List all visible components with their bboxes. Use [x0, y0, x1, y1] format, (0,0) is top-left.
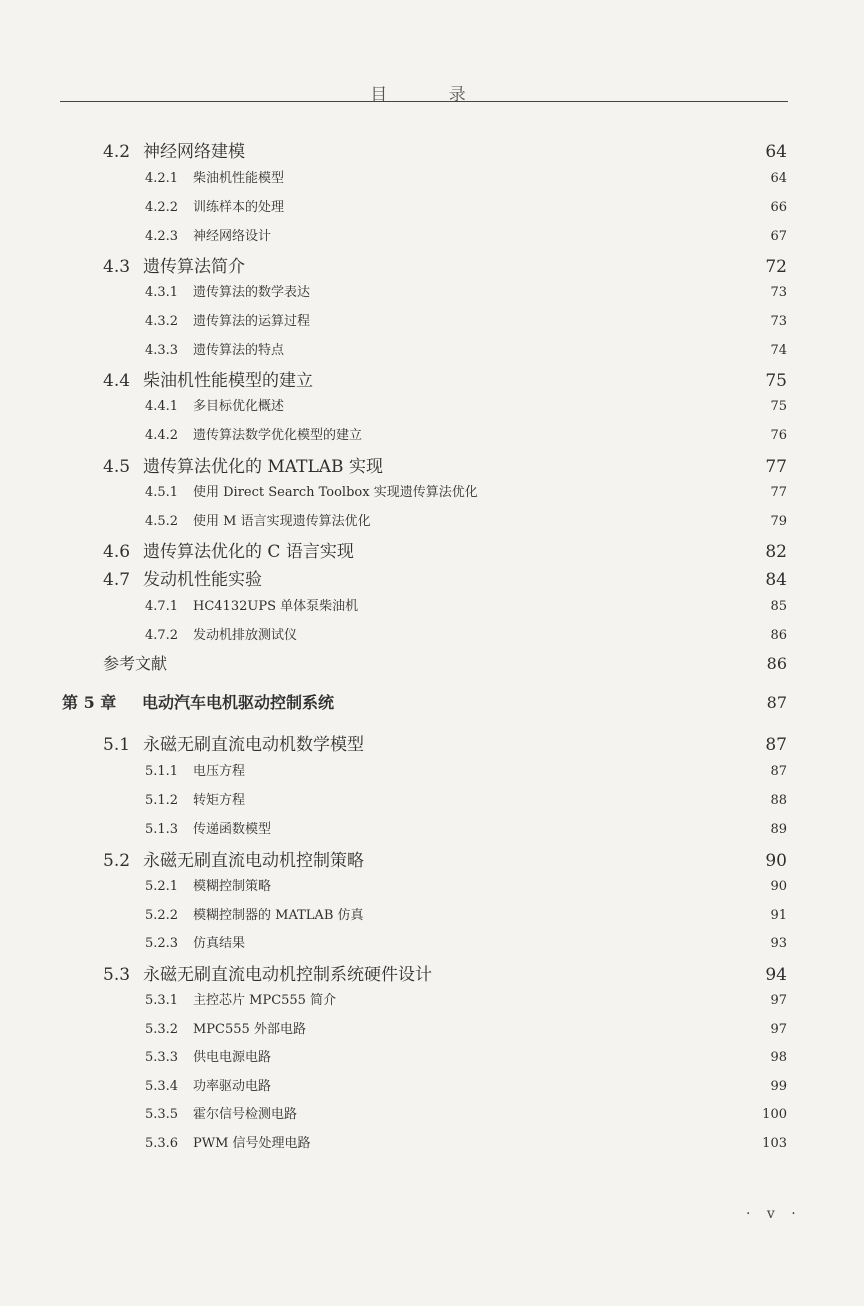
toc-entry-number: 5.3.3: [145, 1050, 179, 1065]
toc-entry-page: 82: [765, 542, 787, 562]
toc-entry-number: 5.2.2: [145, 908, 179, 923]
toc-entry-number: 4.6: [103, 542, 131, 562]
toc-entry-title: 主控芯片 MPC555 简介: [193, 993, 337, 1008]
page-header-title: 目 录: [370, 85, 494, 105]
toc-entry-title: 电动汽车电机驱动控制系统: [142, 693, 335, 712]
toc-entry-number: 5.3.6: [145, 1136, 179, 1151]
toc-entry-title: 转矩方程: [193, 793, 246, 808]
toc-entry-title: 模糊控制器的 MATLAB 仿真: [193, 908, 364, 923]
toc-entry[interactable]: [103, 366, 787, 390]
toc-entry-page: 85: [770, 599, 787, 614]
toc-entry[interactable]: [103, 537, 787, 561]
toc-entry[interactable]: [145, 624, 787, 644]
toc-entry-page: 91: [770, 908, 787, 923]
toc-entry-page: 66: [770, 200, 787, 215]
toc-entry[interactable]: [145, 989, 787, 1009]
toc-entry-title: 霍尔信号检测电路: [193, 1107, 298, 1122]
toc-entry-title: 供电电源电路: [193, 1050, 272, 1065]
toc-entry-page: 64: [765, 142, 787, 162]
toc-entry[interactable]: [62, 690, 787, 714]
toc-entry-title: 参考文献: [103, 654, 168, 673]
toc-entry-title: 遗传算法的特点: [193, 343, 285, 358]
toc-entry-number: 4.2.2: [145, 200, 179, 215]
toc-entry-page: 77: [765, 457, 787, 477]
toc-entry-page: 75: [770, 399, 787, 414]
toc-entry-page: 97: [770, 1022, 787, 1037]
toc-entry-number: 4.3: [103, 257, 131, 277]
toc-entry-title: 遗传算法优化的 C 语言实现: [143, 542, 354, 562]
toc-entry[interactable]: [145, 1103, 787, 1123]
toc-entry[interactable]: [103, 452, 787, 476]
toc-entry-number: 4.3.2: [145, 314, 179, 329]
toc-entry-number: 4.4: [103, 371, 131, 391]
toc-entry-title: 遗传算法数学优化模型的建立: [193, 428, 363, 443]
toc-entry-page: 87: [770, 764, 787, 779]
toc-entry-title: 永磁无刷直流电动机控制系统硬件设计: [143, 965, 432, 985]
toc-entry-number: 4.3.1: [145, 285, 179, 300]
toc-entry-page: 84: [765, 570, 787, 590]
toc-entry-number: 5.2.1: [145, 879, 179, 894]
toc-entry-page: 88: [770, 793, 787, 808]
toc-entry-page: 67: [770, 229, 787, 244]
toc-entry[interactable]: [145, 875, 787, 895]
toc-entry-title: 柴油机性能模型的建立: [143, 371, 313, 391]
toc-entry-page: 75: [765, 371, 787, 391]
toc-entry-page: 87: [766, 693, 787, 712]
toc-entry[interactable]: [145, 281, 787, 301]
toc-entry[interactable]: [145, 818, 787, 838]
toc-entry-page: 77: [770, 485, 787, 500]
toc-entry[interactable]: [145, 510, 787, 530]
toc-entry-page: 64: [770, 171, 787, 186]
toc-entry-page: 90: [770, 879, 787, 894]
toc-entry[interactable]: [145, 225, 787, 245]
toc-entry-number: 5.3.5: [145, 1107, 179, 1122]
toc-entry[interactable]: [103, 137, 787, 161]
toc-entry-page: 87: [765, 735, 787, 755]
toc-entry[interactable]: [145, 1018, 787, 1038]
toc-entry-page: 74: [770, 343, 787, 358]
toc-entry[interactable]: [145, 310, 787, 330]
toc-entry[interactable]: [103, 730, 787, 754]
toc-entry-title: 遗传算法的数学表达: [193, 285, 311, 300]
toc-entry-page: 86: [766, 654, 787, 673]
toc-entry[interactable]: [145, 932, 787, 952]
page-number-footer: · v ·: [746, 1206, 802, 1222]
toc-entry-title: 永磁无刷直流电动机数学模型: [143, 735, 364, 755]
toc-entry-page: 89: [770, 822, 787, 837]
toc-entry-page: 93: [770, 936, 787, 951]
toc-entry-number: 5.3.2: [145, 1022, 179, 1037]
toc-entry-title: 发动机排放测试仪: [193, 628, 298, 643]
toc-entry-number: 5.1.3: [145, 822, 179, 837]
toc-entry-title: 神经网络设计: [193, 229, 272, 244]
toc-entry-title: 传递函数模型: [193, 822, 272, 837]
toc-entry-page: 100: [762, 1107, 787, 1122]
toc-entry-page: 99: [770, 1079, 787, 1094]
toc-entry-page: 86: [770, 628, 787, 643]
toc-entry-number: 4.2: [103, 142, 131, 162]
toc-entry[interactable]: [103, 651, 787, 675]
toc-entry[interactable]: [145, 424, 787, 444]
toc-entry-title: 永磁无刷直流电动机控制策略: [143, 851, 364, 871]
toc-entry-number: 4.2.3: [145, 229, 179, 244]
toc-entry[interactable]: [145, 1075, 787, 1095]
toc-entry[interactable]: [145, 395, 787, 415]
toc-entry-number: 4.3.3: [145, 343, 179, 358]
toc-entry-number: 4.5.2: [145, 514, 179, 529]
toc-entry-number: 5.3.4: [145, 1079, 179, 1094]
toc-entry-number: 4.2.1: [145, 171, 179, 186]
toc-entry-title: PWM 信号处理电路: [193, 1136, 311, 1151]
toc-entry[interactable]: [145, 595, 787, 615]
toc-entry[interactable]: [145, 196, 787, 216]
toc-entry-title: 电压方程: [193, 764, 246, 779]
toc-entry-page: 79: [770, 514, 787, 529]
toc-entry[interactable]: [145, 481, 787, 501]
toc-entry-page: 97: [770, 993, 787, 1008]
toc-entry[interactable]: [103, 252, 787, 276]
toc-entry-page: 103: [762, 1136, 787, 1151]
toc-entry-title: 训练样本的处理: [193, 200, 285, 215]
toc-entry-page: 90: [765, 851, 787, 871]
toc-entry-number: 5.2: [103, 851, 131, 871]
toc-entry-page: 98: [770, 1050, 787, 1065]
toc-entry-number: 5.3: [103, 965, 131, 985]
toc-entry[interactable]: [145, 904, 787, 924]
toc-entry[interactable]: [103, 846, 787, 870]
toc-entry-number: 4.4.2: [145, 428, 179, 443]
toc-entry-number: 4.5: [103, 457, 131, 477]
toc-entry-title: 遗传算法的运算过程: [193, 314, 311, 329]
toc-entry-number: 4.5.1: [145, 485, 179, 500]
toc-entry[interactable]: [145, 167, 787, 187]
toc-entry-title: 模糊控制策略: [193, 879, 272, 894]
toc-entry-title: MPC555 外部电路: [193, 1022, 306, 1037]
toc-entry-title: HC4132UPS 单体泵柴油机: [193, 599, 359, 614]
toc-entry[interactable]: [145, 339, 787, 359]
toc-entry-number: 5.2.3: [145, 936, 179, 951]
toc-entry-page: 73: [770, 314, 787, 329]
toc-entry-title: 遗传算法优化的 MATLAB 实现: [143, 457, 383, 477]
toc-entry-page: 72: [765, 257, 787, 277]
toc-entry-number: 5.1: [103, 735, 131, 755]
toc-entry-title: 多目标优化概述: [193, 399, 285, 414]
toc-entry-title: 发动机性能实验: [143, 570, 262, 590]
toc-entry-number: 5.1.1: [145, 764, 179, 779]
toc-entry[interactable]: [103, 565, 787, 589]
toc-entry-title: 使用 M 语言实现遗传算法优化: [193, 514, 371, 529]
toc-entry-number: 第 5 章: [62, 693, 117, 712]
toc-entry-number: 4.4.1: [145, 399, 179, 414]
toc-entry[interactable]: [103, 960, 787, 984]
toc-entry[interactable]: [145, 789, 787, 809]
toc-entry-number: 4.7.1: [145, 599, 179, 614]
toc-entry[interactable]: [145, 1046, 787, 1066]
toc-entry-number: 4.7.2: [145, 628, 179, 643]
toc-entry-title: 仿真结果: [193, 936, 246, 951]
toc-entry-number: 5.1.2: [145, 793, 179, 808]
toc-entry-title: 柴油机性能模型: [193, 171, 285, 186]
toc-entry-page: 94: [765, 965, 787, 985]
toc-entry-page: 76: [770, 428, 787, 443]
toc-entry-number: 5.3.1: [145, 993, 179, 1008]
toc-entry-title: 遗传算法简介: [143, 257, 245, 277]
toc-entry[interactable]: [145, 760, 787, 780]
toc-entry-title: 神经网络建模: [143, 142, 245, 162]
toc-entry-title: 功率驱动电路: [193, 1079, 272, 1094]
toc-entry-title: 使用 Direct Search Toolbox 实现遗传算法优化: [193, 485, 478, 500]
toc-entry-page: 73: [770, 285, 787, 300]
toc-entry[interactable]: [145, 1132, 787, 1152]
toc-entry-number: 4.7: [103, 570, 131, 590]
